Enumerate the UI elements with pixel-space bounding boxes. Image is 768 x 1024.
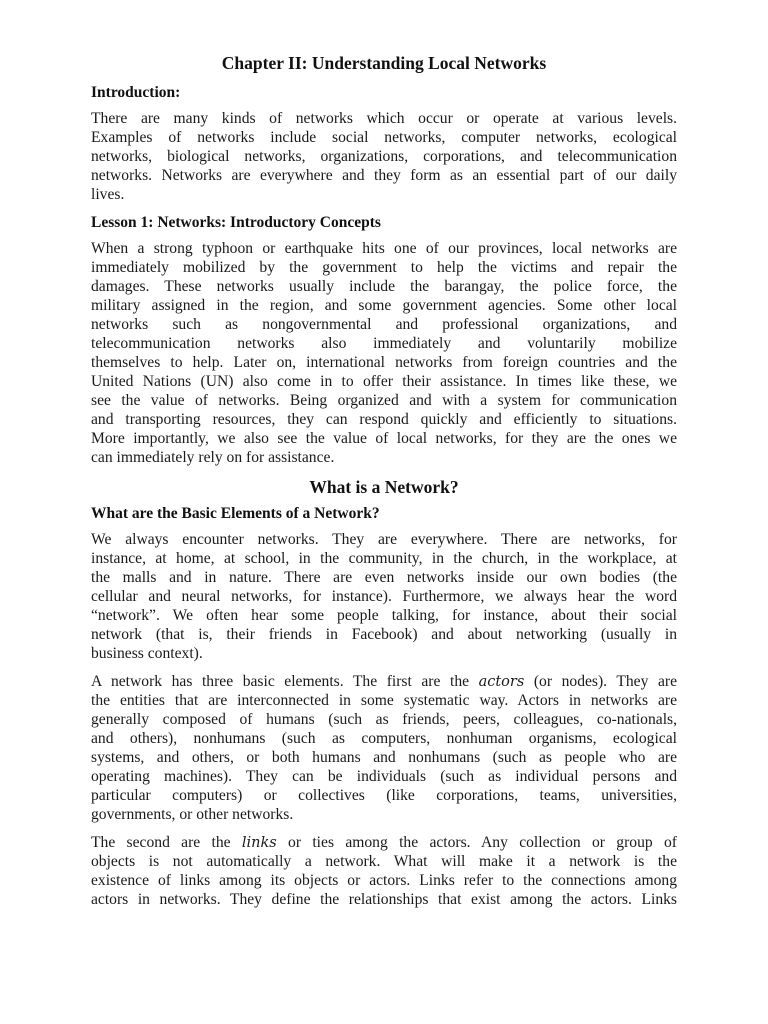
- text-segment: A network has three basic elements. The first are the: [91, 673, 479, 690]
- paragraph-line: [91, 833, 677, 852]
- paragraph-line: the entities that are interconnected in some systematic way. Actors in networks are: [91, 692, 677, 709]
- paragraph-line: immediately mobilized by the government to help the victims and repair the: [91, 259, 677, 276]
- paragraph-line: networks, biological networks, organizations, corporations, and telecommunication: [91, 148, 677, 165]
- paragraph-line: lives.: [91, 186, 125, 203]
- paragraph-line: More importantly, we also see the value of local networks, for they are the ones we: [91, 430, 677, 447]
- paragraph-line: and others), nonhumans (such as computers, nonhuman organisms, ecological: [91, 730, 677, 747]
- encounter-networks-paragraph: [91, 530, 677, 663]
- paragraph-line: network (that is, their friends in Facebook) and about networking (usually in: [91, 626, 677, 643]
- paragraph-line: When a strong typhoon or earthquake hits one of our provinces, local networks are: [91, 240, 677, 257]
- paragraph-line: objects is not automatically a network. What will make it a network is the: [91, 853, 677, 870]
- text-segment: (or nodes). They are: [524, 673, 677, 690]
- section-title: What is a Network?: [309, 477, 459, 497]
- introduction-heading: Introduction:: [91, 84, 181, 101]
- paragraph-line: networks. Networks are everywhere and they form as an essential part of our daily: [91, 167, 677, 184]
- paragraph-line: instance, at home, at school, in the community, in the church, in the workplace, at: [91, 550, 677, 567]
- paragraph-line: can immediately rely on for assistance.: [91, 449, 335, 466]
- links-term: links: [241, 835, 277, 851]
- lesson1-heading: Lesson 1: Networks: Introductory Concepts: [91, 214, 381, 231]
- document-page: [91, 52, 677, 918]
- chapter-title: Chapter II: Understanding Local Networks: [221, 53, 547, 73]
- text-segment: The second are the: [91, 834, 242, 851]
- actors-paragraph: [91, 672, 677, 824]
- paragraph-line: see the value of networks. Being organized and with a system for communication: [91, 392, 677, 409]
- paragraph-line: generally composed of humans (such as friends, peers, colleagues, co-nationals,: [91, 711, 677, 728]
- paragraph-line: and transporting resources, they can respond quickly and efficiently to situations.: [91, 411, 677, 428]
- paragraph-line: telecommunication networks also immediately and voluntarily mobilize: [91, 335, 677, 352]
- paragraph-line: actors in networks. They define the relationships that exist among the actors. Links: [91, 891, 677, 908]
- paragraph-line: particular computers) or collectives (like corporations, teams, universities,: [91, 787, 677, 804]
- paragraph-line: the malls and in nature. There are even networks inside our own bodies (the: [91, 569, 677, 586]
- basic-elements-heading: What are the Basic Elements of a Network?: [91, 505, 380, 522]
- paragraph-line: systems, and others, or both humans and nonhumans (such as people who are: [91, 749, 677, 766]
- paragraph-line: damages. These networks usually include the barangay, the police force, the: [91, 278, 677, 295]
- text-segment: or ties among the actors. Any collection or group of: [276, 834, 677, 851]
- paragraph-line: Examples of networks include social networks, computer networks, ecological: [91, 129, 677, 146]
- actors-term: actors: [478, 674, 525, 690]
- paragraph-line: existence of links among its objects or actors. Links refer to the connections among: [91, 872, 677, 889]
- paragraph-line: networks such as nongovernmental and professional organizations, and: [91, 316, 677, 333]
- paragraph-line: operating machines). They can be individuals (such as individual persons and: [91, 768, 677, 785]
- paragraph-line: [91, 672, 677, 691]
- paragraph-line: United Nations (UN) also come in to offer their assistance. In times like these, we: [91, 373, 677, 390]
- paragraph-line: cellular and neural networks, for instance). Furthermore, we always hear the word: [91, 588, 677, 605]
- paragraph-line: governments, or other networks.: [91, 806, 294, 823]
- links-paragraph: [91, 833, 677, 909]
- paragraph-line: There are many kinds of networks which occur or operate at various levels.: [91, 110, 677, 127]
- paragraph-line: “network”. We often hear some people talking, for instance, about their social: [91, 607, 677, 624]
- paragraph-line: business context).: [91, 645, 203, 662]
- paragraph-line: We always encounter networks. They are everywhere. There are networks, for: [91, 531, 677, 548]
- introduction-paragraph: [91, 109, 677, 204]
- lesson1-paragraph: [91, 239, 677, 467]
- paragraph-line: military assigned in the region, and some government agencies. Some other local: [91, 297, 677, 314]
- paragraph-line: themselves to help. Later on, international networks from foreign countries and the: [91, 354, 677, 371]
